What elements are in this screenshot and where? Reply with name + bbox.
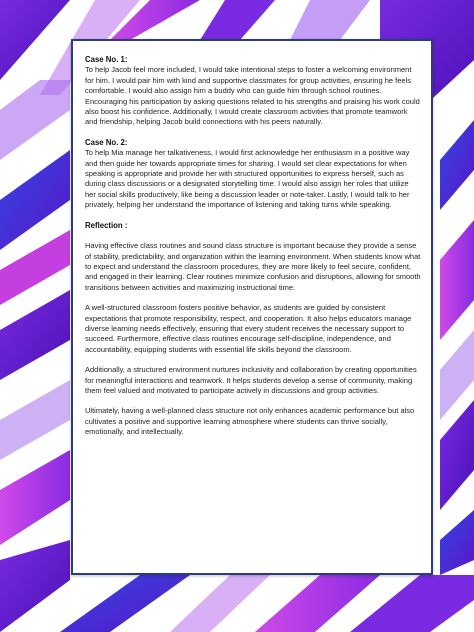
case1-heading: Case No. 1: [85, 55, 128, 64]
stripe-shape [0, 80, 70, 160]
stripe-shape [170, 575, 270, 632]
reflection-paragraph-3: Additionally, a structured environment nurtures inclusivity and collaboration by creating opportunities for meaningful interactions and teamwork. It helps students develop a sense of community, making them feel valued and motivated to participate actively in discussions and group activities. [85, 365, 417, 395]
stripe-shape [0, 380, 70, 460]
stripe-shape [200, 0, 275, 40]
document-content [85, 55, 421, 448]
reflection-paragraph-1: Having effective class routines and sound class structure is important because they provide a sense of stability, predictability, and organization within the learning environment. When students know what to expect and understand the classroom procedures, they are more likely to feel secure, confident, and engaged in their learning. Clear routines minimize confusion and disruptions, allowing for smooth transitions between activities and maximizing instructional time. [85, 241, 421, 292]
stripe-shape [440, 120, 474, 210]
stripe-shape [440, 510, 474, 575]
stripe-shape [290, 0, 370, 40]
stripe-shape [0, 290, 70, 380]
reflection-heading: Reflection : [85, 220, 128, 230]
stripe-shape [0, 150, 70, 250]
case1-text: To help Jacob feel more included, I would take intentional steps to foster a welcoming environment for him. I would pair him with kind and supportive classmates for group activities, ensuring he feels comfortable. I would also assign him a buddy who can guide him through school routines. Encouraging his participation by asking questions related to his strengths and praising his work could also boost his confidence. Additionally, I would create classroom activities that promote teamwork and friendship, helping Jacob build connections with his peers naturally. [85, 65, 420, 127]
reflection-paragraph-2: A well-structured classroom fosters positive behavior, as students are guided by consistent expectations that promote responsibility, respect, and cooperation. It also helps educators manage diverse learning needs effectively, ensuring that every student receives the necessary support to succeed. Furthermore, effective class routines encourage self-discipline, independence, and accountability, equipping students with essential life skills beyond the classroom. [85, 303, 412, 354]
stripe-shape [440, 400, 474, 510]
stripe-shape [440, 220, 474, 340]
stripe-shape [60, 575, 190, 632]
case2-text: To help Mia manage her talkativeness, I would first acknowledge her enthusiasm in a positive way and then guide her towards appropriate times for sharing. I would set clear expectations for when speaking is appropriate and provide her with structured opportunities to express herself, such as during class discussions or a designated storytelling time. I would also assign her roles that utilize her social skills productively, like being a discussion leader or note-taker. Lastly, I would talk to her privately, helping her understand the importance of listening and taking turns while speaking. [85, 148, 410, 210]
stripe-shape [0, 540, 70, 632]
case2-heading: Case No. 2: [85, 137, 128, 147]
document-page [71, 39, 433, 575]
stripe-shape [0, 450, 70, 545]
reflection-paragraph-4: Ultimately, having a well-planned class structure not only enhances academic performance but also cultivates a positive and supportive learning atmosphere where students can thrive socially, emotionally, and intellectually. [85, 406, 415, 437]
